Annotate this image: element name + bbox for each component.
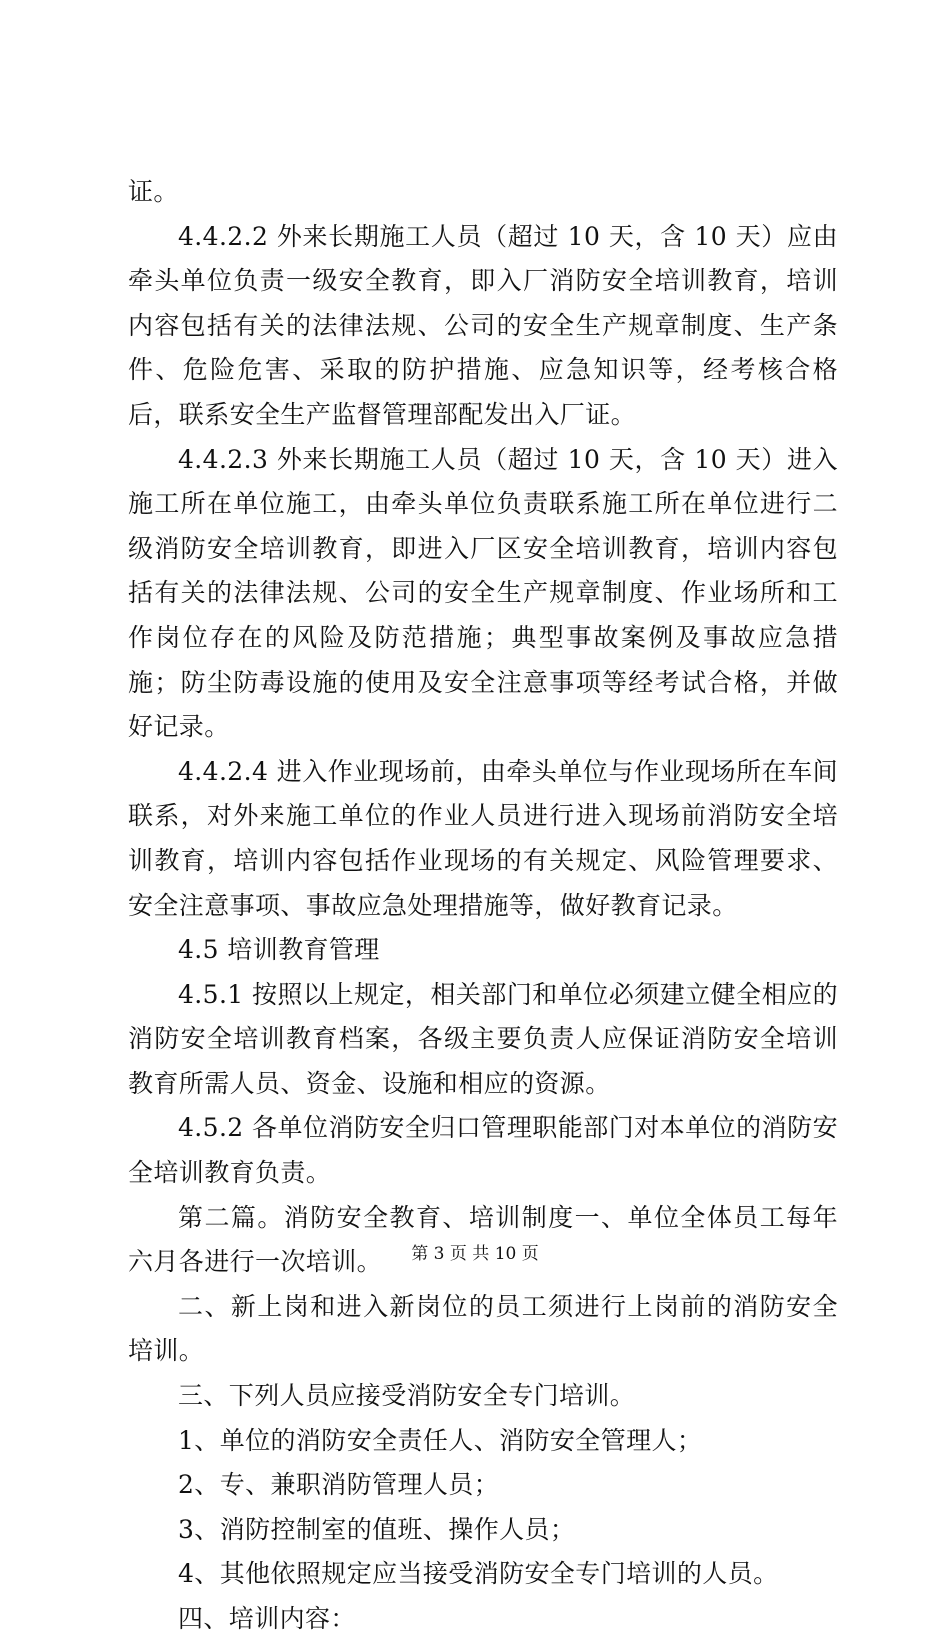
list-item: 3、消防控制室的值班、操作人员； [178, 1514, 576, 1544]
section-heading: 4.5 培训教育管理 [178, 935, 380, 965]
list-item: 4、其他依照规定应当接受消防安全专门培训的人员。 [178, 1559, 779, 1589]
paragraph: 第二篇。消防安全教育、培训制度一、单位全体员工每年六月各进行一次培训。 [128, 1202, 838, 1277]
paragraph: 4.5.2 各单位消防安全归口管理职能部门对本单位的消防安全培训教育负责。 [128, 1113, 838, 1188]
page-number: 第 3 页 共 10 页 [411, 1244, 539, 1264]
paragraph: 证。 [128, 177, 179, 206]
document-body [128, 170, 838, 1642]
paragraph: 二、新上岗和进入新岗位的员工须进行上岗前的消防安全培训。 [128, 1291, 838, 1366]
paragraph: 4.4.2.2 外来长期施工人员（超过 10 天，含 10 天）应由牵头单位负责一级安全教育，即入厂消防安全培训教育，培训内容包括有关的法律法规、公司的安全生产规章制度、生产条件、危险危害、采取的防护措施、应急知识等，经考核合格后，联系安全生产监督管理部配发出入厂证。 [128, 221, 838, 429]
paragraph: 4.4.2.3 外来长期施工人员（超过 10 天，含 10 天）进入施工所在单位施工，由牵头单位负责联系施工所在单位进行二级消防安全培训教育，即进入厂区安全培训教育，培训内容包括有关的法律法规、公司的安全生产规章制度、作业场所和工作岗位存在的风险及防范措施；典型事故案例及事故应急措施；防尘防毒设施的使用及安全注意事项等经考试合格，并做好记录。 [128, 444, 838, 742]
page-footer [0, 1243, 950, 1265]
paragraph: 4.4.2.4 进入作业现场前，由牵头单位与作业现场所在车间联系，对外来施工单位的作业人员进行进入现场前消防安全培训教育，培训内容包括作业现场的有关规定、风险管理要求、安全注意事项、事故应急处理措施等，做好教育记录。 [128, 756, 838, 920]
list-item: 2、专、兼职消防管理人员； [178, 1470, 500, 1500]
paragraph: 三、下列人员应接受消防安全专门培训。 [178, 1381, 636, 1411]
paragraph: 4.5.1 按照以上规定，相关部门和单位必须建立健全相应的消防安全培训教育档案，各级主要负责人应保证消防安全培训教育所需人员、资金、设施和相应的资源。 [128, 979, 838, 1098]
list-item: 1、单位的消防安全责任人、消防安全管理人； [178, 1425, 703, 1455]
paragraph: 四、培训内容： [178, 1604, 356, 1633]
